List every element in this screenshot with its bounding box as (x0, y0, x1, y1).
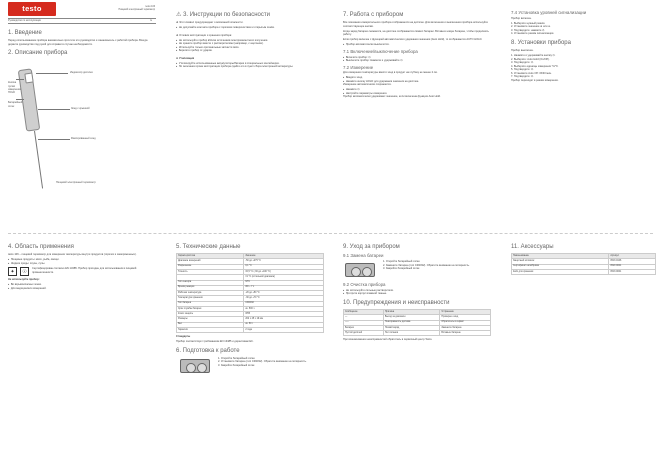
table-cell: Вставьте батарею (440, 331, 491, 336)
safety-heading: ⚠ 3. Инструкции по безопасности (176, 12, 270, 18)
table-cell: Обратитесь в сервис (440, 320, 491, 325)
alarm-heading: 7.4 Установка уровней сигнализации (511, 10, 587, 15)
measure-bullet-2: ▸ Нажмите кнопку HOLD для удержания значения на дисплее. (343, 80, 491, 84)
battery-change-image (345, 263, 375, 277)
display-window (24, 73, 33, 84)
table-cell: 0,1 °C (244, 264, 324, 269)
th-acc-code: Артикул (609, 254, 656, 259)
callout-hold: Кнопка пуска/ измерения HOLD (8, 81, 21, 95)
prep-heading: 6. Подготовка к работе (176, 347, 240, 354)
callout-fixed-probe: Фиксированный зонд (71, 137, 96, 141)
th-acc-name: Наименование (512, 254, 609, 259)
settings-intro: Прибор выключен. (511, 49, 534, 53)
battery-change-heading: 9.1 Замена батареи (343, 253, 384, 259)
settings-step-2: 2. Выберите: Auto Hold (On/Off). (511, 57, 550, 61)
settings-step-4: 4. Выберите единицы измерения °C/°F. (511, 64, 559, 68)
device-figure (8, 59, 156, 194)
techdata-table (176, 253, 324, 333)
alarm-step-3: 3. Подтвердите: нажмите ⏻. (511, 28, 545, 32)
table-cell: Диапазон измерений (177, 259, 244, 264)
table-row (177, 328, 324, 333)
application-p2: Сертифицирован согласно EN 13485. Прибор пригоден для использования в пищевой промышленности. (32, 267, 137, 274)
errors-heading: 10. Предупреждения и неисправности (343, 299, 450, 306)
table-cell: Время реакции (177, 285, 244, 290)
onoff-heading: 7.1 Включение/выключение прибора (343, 48, 418, 54)
col-accessories (511, 240, 656, 462)
col-safety (176, 8, 324, 230)
cleaning-bullet-1: ▸ Не используйте сильные растворители. (343, 289, 491, 293)
table-row (512, 269, 656, 274)
table-cell: CR2032 (244, 301, 324, 306)
battery-change-steps (383, 260, 489, 271)
env-bullet-1: ▸ Утилизируйте использованные аккумуляторы/батареи в специальных контейнерах. (176, 62, 324, 66)
table-cell: Тип батареи (177, 301, 244, 306)
application-heading: 4. Область применения (8, 244, 74, 250)
table-cell: Рабочая температура (177, 291, 244, 296)
env-bullet-2: ▸ По окончании срока эксплуатации прибора сдайте его в пункт сбора электронной аппаратуры. (176, 65, 324, 69)
application-p1: testo 106 – пищевой термометр для измерения температуры внутри продуктов (горячих и замороженных). (8, 253, 137, 257)
haccp-icon: ☉ (20, 267, 29, 276)
cleaning-heading: 9.2 Очистка прибора (343, 282, 386, 288)
table-cell: IP65 (244, 312, 324, 317)
lang-label: ru (150, 19, 153, 22)
application-bullet-2: ▸ Жидкие среды: соусы, супы. (8, 262, 156, 266)
header-model (60, 6, 155, 12)
battery-step-1: 1. Откройте батарейный отсек. (383, 260, 421, 264)
table-cell: Точность (177, 269, 244, 274)
table-row (344, 331, 491, 336)
warn-triangle-icon: ⚠ (176, 21, 179, 25)
callout-caption: Пищевой электронный термометр (56, 181, 96, 185)
prep-step-3: 3. Закройте батарейный отсек. (218, 363, 256, 367)
safety-warn2: ⚠ Условия эксплуатации и хранения прибора: (176, 33, 232, 37)
table-cell: Проверьте зонд (440, 315, 491, 320)
battery-compartment-image (180, 359, 210, 373)
table-cell: Температура хранения (177, 296, 244, 301)
table-cell: Сертификат калибровки (512, 264, 609, 269)
standards-text: Прибор соответствует требованиям EN 13485 и директивам ЕС. (176, 340, 254, 344)
battery-change-row (343, 260, 491, 280)
alarm-step-1: 1. Выберите нужный режим. (511, 21, 546, 25)
table-cell: Низкий заряд (383, 325, 439, 330)
table-cell: 0520 0001 (609, 264, 656, 269)
th-fix: Устранение (440, 310, 491, 315)
table-cell: Вес (177, 322, 244, 327)
table-cell: Защитный колпачок (512, 259, 609, 264)
table-cell: ±0,5 °C (-30 до +100 °C) (244, 269, 324, 274)
table-cell: Пустой дисплей (344, 331, 384, 336)
testo-logo: testo (8, 2, 56, 16)
cleaning-bullet-2: ▸ Протрите корпус влажной тканью. (343, 292, 491, 296)
intro-heading: 1. Введение (8, 30, 42, 36)
settings-step-3: 3. Подтвердите: ⏻. (511, 61, 534, 65)
th-value: Значение (244, 254, 324, 259)
measure-bullet-4: ▸ Настройте параметры измерения. (343, 92, 491, 96)
page-divider (8, 233, 653, 234)
table-cell: — (344, 315, 384, 320)
measure-bullet-3: ▸ Нажмите ⏻. (343, 88, 491, 92)
prep-step-1: 1. Откройте батарейный отсек. (218, 356, 256, 360)
table-cell: Выход за диапазон (383, 315, 439, 320)
safety-bullet-1: ▸ Не допускайте контакта прибора с горячими поверхностями и открытым огнём. (176, 26, 324, 30)
safety-bullet-5: ▸ Берегите прибор от ударов. (176, 49, 324, 53)
table-cell: t90 ≈ 7 с (244, 285, 324, 290)
onoff-bullet-1: ▸ Включите прибор: ⏻. (343, 56, 491, 60)
col-techdata (176, 240, 324, 462)
callout-display: Индикатор дисплея (70, 71, 93, 75)
table-cell: Тип сенсора (177, 280, 244, 285)
application-bullet-4: ▸ Для медицинских измерений. (8, 287, 156, 291)
onoff-bullet-2: ▸ Выключите прибор: Нажмите и удерживайте ⏻. (343, 59, 491, 63)
table-cell: Замените батарею (440, 325, 491, 330)
subtitle-label: Пищевой электронный термометр (118, 9, 155, 12)
accessories-heading: 11. Аксессуары (511, 244, 554, 250)
prep-steps (218, 357, 322, 368)
settings-outro: Прибор переходит в режим измерения. (511, 78, 559, 82)
settings-heading: 8. Установки прибора (511, 39, 571, 46)
operation-heading: 7. Работа с прибором (343, 12, 404, 18)
th-param: Характеристика (177, 254, 244, 259)
standards-title: Стандарты (176, 335, 191, 339)
application-bullet-3: ▸ Во взрывоопасных зонах. (8, 283, 156, 287)
intro-text: Перед использованием прибора внимательно прочтите это руководство и ознакомьтесь с работой прибора. Всегда держите руководство под рукой для справки в случае необходимости. (8, 39, 148, 46)
table-cell: ±1 °C (остальной диапазон) (244, 275, 324, 280)
prep-row (176, 357, 324, 375)
col-operation (343, 8, 491, 230)
prep-step-2: 2. Установите батарею (тип CR2032). Обратите внимание на полярность. (218, 360, 307, 364)
recycle-icon: ♻ (176, 56, 179, 60)
alarm-step-4: 4. Установите режим сигнализации. (511, 32, 555, 36)
table-cell: ок. 500 ч (244, 306, 324, 311)
table-cell: -30 до +70 °C (244, 296, 324, 301)
application-bullet-1: ▸ Пищевые продукты: мясо, рыба, овощи. (8, 258, 156, 262)
col-maintenance (343, 240, 491, 462)
table-cell: -20 до +50 °C (244, 291, 324, 296)
certification-icon: ✦ (8, 267, 17, 276)
table-cell: Батарея (344, 325, 384, 330)
table-cell: -50 до +275 °C (244, 259, 324, 264)
col-intro (8, 26, 156, 231)
measure-p2: Измерение автоматически сохраняется. (343, 83, 392, 87)
table-cell: Размеры (177, 317, 244, 322)
table-cell: Класс защиты (177, 312, 244, 317)
table-cell: 202 x 45 x 19 мм (244, 317, 324, 322)
table-cell: Гарантия (177, 328, 244, 333)
errors-table (343, 309, 491, 336)
table-cell: 2 года (244, 328, 324, 333)
callout-probe-cap: Зонд с крышкой (71, 107, 90, 111)
measure-p: Для измерения температуры ввести зонд в продукт на глубину не менее 2 см. (343, 71, 438, 75)
battery-step-2: 2. Замените батарею (тип CR2032). Обратите внимание на полярность. (383, 263, 470, 267)
application-subtitle: Не используйте прибор: (8, 278, 40, 282)
alarm-step-2: 2. Установите значение ⊕ или ⊖. (511, 25, 552, 29)
col-settings (511, 8, 656, 230)
errors-note: При возникновении неисправностей обратитесь в сервисный центр Testo. (343, 338, 433, 342)
env-title: ♻ Утилизация (176, 56, 195, 60)
measure-p3: Прибор автоматически удерживает значение, если включена функция Auto Hold. (343, 95, 441, 99)
settings-step-1: 1. Нажмите и удерживайте кнопку ⏻. (511, 54, 556, 58)
table-cell: Срок службы батареи (177, 306, 244, 311)
col-application (8, 240, 156, 462)
alarm-intro: Прибор включен. (511, 16, 532, 20)
table-cell: Нет питания (383, 331, 439, 336)
safety-warn1: ⚠ Этот символ предупреждает о возможной опасности. (176, 21, 244, 25)
measure-bullet-1: ▸ Введите зонд. (343, 76, 491, 80)
safety-bullet-4: ▸ Используйте только оригинальные запчасти testo. (176, 46, 324, 50)
header-rule-2 (8, 23, 156, 24)
th-cause: Причина (383, 310, 439, 315)
settings-step-7: 7. Подтвердите: ⏻. (511, 75, 534, 79)
table-cell: 0516 0106 (609, 259, 656, 264)
certification-row (8, 267, 156, 276)
safety-bullet-3: ▸ Не храните прибор вместе с растворителями (например, с ацетоном). (176, 42, 324, 46)
measure-heading: 7.2 Измерение (343, 64, 374, 70)
table-cell: ок. 50 г (244, 322, 324, 327)
techdata-heading: 5. Технические данные (176, 244, 241, 250)
device-heading: 2. Описание прибора (8, 50, 68, 57)
operation-p2: Когда заряд батареи снижается, на дисплее отображается символ батареи. Вставьте новую батарею, чтобы продолжить работу. (343, 29, 489, 37)
accessories-table (511, 253, 656, 275)
model-label: testo 106 (145, 6, 155, 8)
th-message: Сообщение (344, 310, 384, 315)
warning-icon: ⚠ (176, 12, 182, 18)
table-cell: 0516 0001 (609, 269, 656, 274)
guide-label: Руководство по эксплуатации (8, 19, 41, 22)
safety-bullet-2: ▸ Не используйте прибор вблизи источников электромагнитного излучения. (176, 39, 324, 43)
settings-step-5: 5. Подтвердите: ⏻. (511, 68, 534, 72)
table-cell: ----- (344, 320, 384, 325)
table-cell: Неисправность датчика (383, 320, 439, 325)
operation-p3: Если прибор включен с функцией автоматического удержания значения (Auto Hold), то отображается AUTO HOLD. (343, 38, 483, 42)
operation-p1: Все показания измерительного прибора отображаются на дисплее. Для включения и выключения прибора используйте соответствующие кнопки. (343, 21, 488, 28)
settings-step-6: 6. Установите Auto Off: 15/30 мин. (511, 71, 552, 75)
battery-step-3: 3. Закройте батарейный отсек. (383, 267, 421, 271)
table-cell: NTC (244, 280, 324, 285)
callout-battery: Батарейный отсек (8, 101, 23, 108)
table-cell: Кейс для хранения (512, 269, 609, 274)
operation-bullet: ▸ Прибор автоматически выключится. (343, 43, 491, 47)
warn-triangle-icon: ⚠ (176, 33, 179, 37)
maintenance-heading: 9. Уход за прибором (343, 244, 400, 250)
table-cell: Разрешение (177, 264, 244, 269)
